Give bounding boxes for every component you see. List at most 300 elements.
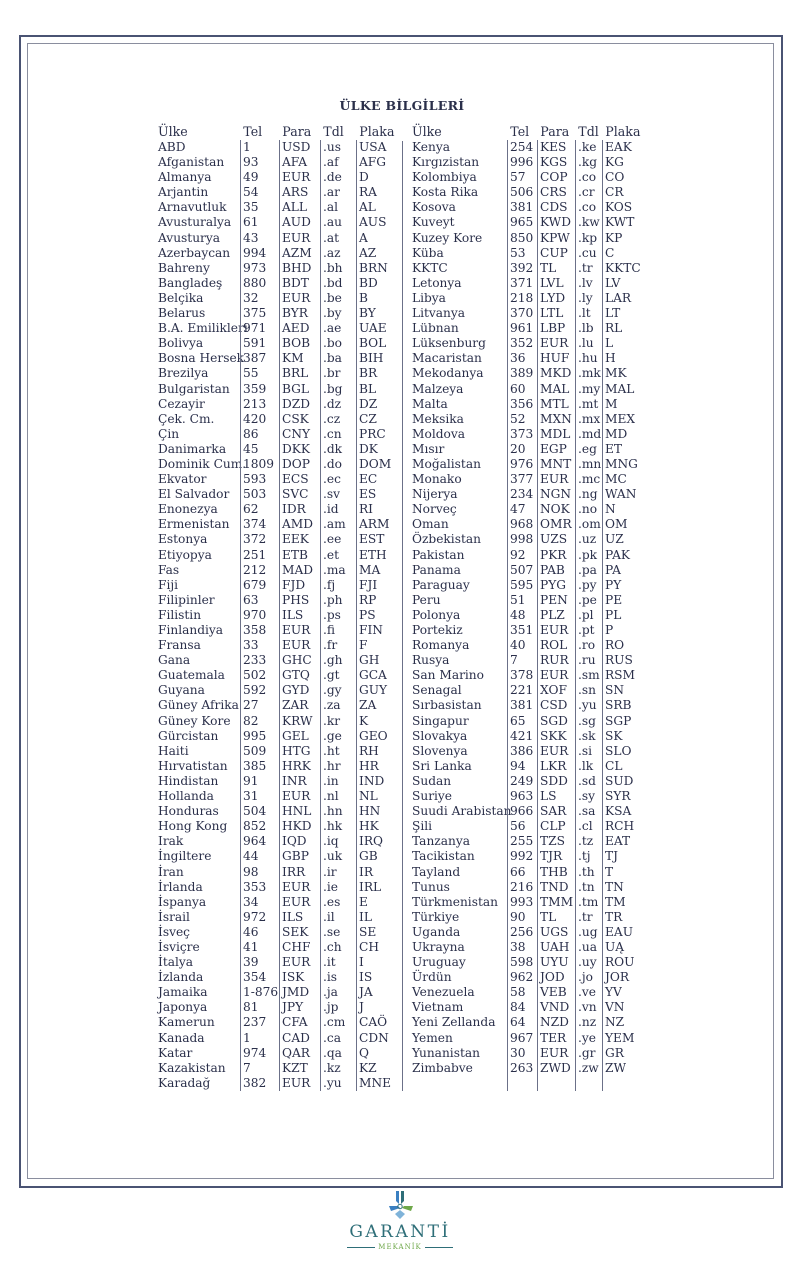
cell-tel: 994: [240, 246, 279, 261]
cell-country: Belçika: [158, 290, 204, 305]
cell-tdl: .tm: [575, 895, 602, 910]
table-row: [412, 200, 646, 215]
cell-tel: 377: [507, 472, 537, 487]
cell-para: MXN: [537, 412, 575, 427]
cell-tel: 30: [507, 1046, 537, 1061]
cell-tdl: .mc: [575, 472, 602, 487]
cell-tel: 970: [240, 608, 279, 623]
cell-plaka: JA: [356, 985, 400, 1000]
table-row: [412, 366, 646, 381]
cell-para: ILS: [279, 608, 320, 623]
cell-tdl: .ly: [575, 291, 602, 306]
table-row: [412, 1046, 646, 1061]
cell-tel: 966: [507, 804, 537, 819]
cell-country: Honduras: [158, 804, 219, 819]
cell-tdl: .af: [320, 155, 356, 170]
cell-plaka: E: [356, 895, 400, 910]
table-row: [158, 744, 400, 759]
cell-para: LBP: [537, 321, 575, 336]
cell-tdl: .ke: [575, 140, 602, 155]
cell-para: EUR: [537, 623, 575, 638]
cell-tdl: .es: [320, 895, 356, 910]
cell-tdl: .co: [575, 170, 602, 185]
cell-country: Ukrayna: [412, 939, 465, 954]
header-para: Para: [282, 124, 312, 139]
cell-tel: 54: [240, 185, 279, 200]
cell-tdl: .ie: [320, 880, 356, 895]
cell-para: VEB: [537, 985, 575, 1000]
cell-country: Arjantin: [158, 185, 209, 200]
cell-tdl: .sm: [575, 668, 602, 683]
cell-tel: 35: [240, 200, 279, 215]
cell-country: Portekiz: [412, 623, 463, 637]
cell-para: AMD: [279, 517, 320, 532]
cell-country: Filipinler: [158, 592, 215, 607]
cell-plaka: NL: [356, 789, 400, 804]
cell-tel: 354: [240, 970, 279, 985]
table-row: [158, 638, 400, 653]
cell-country: Sri Lanka: [412, 758, 472, 773]
cell-para: IQD: [279, 834, 320, 849]
cell-country: Hollanda: [158, 789, 214, 804]
table-row: [158, 804, 400, 819]
table-row: [158, 955, 400, 970]
cell-tel: 56: [507, 819, 537, 834]
cell-para: GEL: [279, 729, 320, 744]
cell-country: Paraguay: [412, 577, 470, 592]
cell-tdl: .lu: [575, 336, 602, 351]
cell-country: Güney Kore: [158, 713, 231, 728]
cell-country: Etiyopya: [158, 547, 212, 562]
table-row: [158, 366, 400, 381]
table-row: [158, 472, 400, 487]
cell-tel: 389: [507, 366, 537, 381]
cell-plaka: BIH: [356, 351, 400, 366]
cell-plaka: P: [602, 623, 646, 638]
cell-para: PEN: [537, 593, 575, 608]
cell-country: Guyana: [158, 683, 205, 698]
cell-plaka: PE: [602, 593, 646, 608]
cell-plaka: RI: [356, 502, 400, 517]
cell-tel: 351: [507, 623, 537, 638]
cell-tel: 263: [507, 1061, 537, 1076]
table-row: [158, 427, 400, 442]
cell-plaka: I: [356, 955, 400, 970]
cell-plaka: KG: [602, 155, 646, 170]
table-row: [412, 849, 646, 864]
cell-para: EUR: [279, 955, 320, 970]
cell-para: EUR: [279, 291, 320, 306]
cell-tel: 254: [507, 140, 537, 155]
cell-country: Kamerun: [158, 1015, 215, 1030]
table-row: [412, 653, 646, 668]
table-row: [158, 865, 400, 880]
cell-tdl: .gr: [575, 1046, 602, 1061]
cell-plaka: RUS: [602, 653, 646, 668]
table-separator: [402, 141, 403, 1091]
cell-tdl: .ph: [320, 593, 356, 608]
cell-plaka: TN: [602, 880, 646, 895]
cell-tel: 592: [240, 683, 279, 698]
cell-para: SAR: [537, 804, 575, 819]
cell-tel: 49: [240, 170, 279, 185]
cell-country: İsveç: [158, 924, 190, 939]
cell-tdl: .nz: [575, 1015, 602, 1030]
cell-tdl: .cn: [320, 427, 356, 442]
cell-para: PHS: [279, 593, 320, 608]
cell-country: İsrail: [158, 909, 190, 924]
cell-plaka: FJI: [356, 578, 400, 593]
cell-para: SVC: [279, 487, 320, 502]
cell-tel: 234: [507, 487, 537, 502]
cell-plaka: MA: [356, 563, 400, 578]
cell-tel: 352: [507, 336, 537, 351]
table-row: [412, 215, 646, 230]
table-row: [412, 412, 646, 427]
logo-subtitle: MEKANİK: [340, 1243, 460, 1251]
table-row: [158, 774, 400, 789]
cell-country: Slovenya: [412, 743, 468, 758]
cell-tdl: .tr: [575, 910, 602, 925]
cell-country: İsviçre: [158, 939, 200, 954]
cell-plaka: KOS: [602, 200, 646, 215]
cell-country: İngiltere: [158, 849, 212, 864]
cell-country: Hırvatistan: [158, 758, 228, 773]
cell-country: Kanada: [158, 1030, 205, 1045]
table-header: [158, 123, 400, 140]
cell-para: TND: [537, 880, 575, 895]
cell-tel: 370: [507, 306, 537, 321]
cell-plaka: [602, 1076, 646, 1091]
cell-tel: 965: [507, 215, 537, 230]
table-row: [158, 1031, 400, 1046]
cell-tel: 32: [240, 291, 279, 306]
cell-country: Hindistan: [158, 773, 219, 788]
cell-plaka: IR: [356, 865, 400, 880]
cell-para: ARS: [279, 185, 320, 200]
cell-para: FJD: [279, 578, 320, 593]
cell-para: GHC: [279, 653, 320, 668]
cell-country: Avusturya: [158, 230, 221, 245]
cell-tdl: .de: [320, 170, 356, 185]
country-table-right: [412, 123, 646, 1091]
cell-tel: 976: [507, 457, 537, 472]
cell-tdl: .gh: [320, 653, 356, 668]
cell-para: GYD: [279, 683, 320, 698]
cell-para: EUR: [279, 638, 320, 653]
header-country: Ülke: [412, 124, 442, 139]
cell-para: LS: [537, 789, 575, 804]
cell-tel: 65: [507, 714, 537, 729]
cell-para: NOK: [537, 502, 575, 517]
table-row: [158, 336, 400, 351]
table-row: [412, 532, 646, 547]
cell-para: GTQ: [279, 668, 320, 683]
cell-country: Bosna Hersek: [158, 351, 245, 366]
cell-tdl: .lb: [575, 321, 602, 336]
cell-tdl: .tr: [575, 261, 602, 276]
cell-country: Yunanistan: [412, 1045, 480, 1060]
cell-para: NZD: [537, 1015, 575, 1030]
cell-plaka: EST: [356, 532, 400, 547]
table-row: [412, 397, 646, 412]
cell-tdl: .cr: [575, 185, 602, 200]
cell-plaka: MAL: [602, 382, 646, 397]
cell-tel: 593: [240, 472, 279, 487]
cell-para: EUR: [279, 623, 320, 638]
cell-tel: 34: [240, 895, 279, 910]
cell-para: SKK: [537, 729, 575, 744]
table-row: [412, 382, 646, 397]
cell-tel: 237: [240, 1015, 279, 1030]
cell-tdl: .no: [575, 502, 602, 517]
cell-para: INR: [279, 774, 320, 789]
table-row: [158, 487, 400, 502]
cell-country: Finlandiya: [158, 623, 224, 637]
cell-tel: 53: [507, 246, 537, 261]
table-row: [412, 683, 646, 698]
cell-country: Malzeya: [412, 381, 464, 396]
cell-tel: 996: [507, 155, 537, 170]
logo-mark-icon: [385, 1190, 415, 1220]
cell-tdl: .kg: [575, 155, 602, 170]
cell-para: MAL: [537, 382, 575, 397]
cell-plaka: L: [602, 336, 646, 351]
cell-para: SDD: [537, 774, 575, 789]
cell-tel: 974: [240, 1046, 279, 1061]
cell-tel: 46: [240, 925, 279, 940]
cell-tdl: .jp: [320, 1000, 356, 1015]
cell-plaka: RCH: [602, 819, 646, 834]
cell-plaka: H: [602, 351, 646, 366]
cell-country: Monako: [412, 472, 462, 487]
table-row: [158, 397, 400, 412]
cell-plaka: BD: [356, 276, 400, 291]
table-row: [158, 849, 400, 864]
header-para: Para: [540, 124, 570, 139]
cell-plaka: N: [602, 502, 646, 517]
cell-plaka: KKTC: [602, 261, 646, 276]
cell-para: ILS: [279, 910, 320, 925]
cell-para: CNY: [279, 427, 320, 442]
cell-tel: 679: [240, 578, 279, 593]
table-row: [412, 865, 646, 880]
cell-para: GBP: [279, 849, 320, 864]
cell-tel: 374: [240, 517, 279, 532]
cell-tel: 41: [240, 940, 279, 955]
cell-tel: 62: [240, 502, 279, 517]
cell-tdl: .lk: [575, 759, 602, 774]
cell-tel: 1809: [240, 457, 279, 472]
cell-tel: 993: [507, 895, 537, 910]
cell-tel: 372: [240, 532, 279, 547]
cell-tdl: .ps: [320, 608, 356, 623]
cell-country: Fransa: [158, 638, 201, 653]
cell-plaka: CAÖ: [356, 1015, 400, 1030]
cell-tdl: .ru: [575, 653, 602, 668]
table-row: [412, 261, 646, 276]
cell-plaka: DOM: [356, 457, 400, 472]
cell-plaka: SRB: [602, 698, 646, 713]
cell-tdl: .au: [320, 215, 356, 230]
cell-plaka: MK: [602, 366, 646, 381]
table-row: [158, 155, 400, 170]
table-row: [158, 261, 400, 276]
table-row: [412, 336, 646, 351]
cell-para: EEK: [279, 532, 320, 547]
cell-country: Ekvator: [158, 472, 207, 487]
table-row: [412, 668, 646, 683]
cell-plaka: WAN: [602, 487, 646, 502]
cell-plaka: YEM: [602, 1031, 646, 1046]
cell-tel: 43: [240, 231, 279, 246]
cell-para: EUR: [537, 744, 575, 759]
cell-country: Yeni Zellanda: [412, 1015, 496, 1030]
table-row: [412, 1061, 646, 1076]
cell-country: Avusturalya: [158, 215, 232, 230]
cell-tdl: .tn: [575, 880, 602, 895]
table-row: [158, 306, 400, 321]
cell-para: EUR: [537, 1046, 575, 1061]
cell-country: İran: [158, 864, 184, 879]
cell-para: BOB: [279, 336, 320, 351]
cell-tel: 998: [507, 532, 537, 547]
cell-para: EUR: [279, 170, 320, 185]
cell-plaka: PRC: [356, 427, 400, 442]
cell-tdl: .uk: [320, 849, 356, 864]
cell-tel: 213: [240, 397, 279, 412]
cell-para: AED: [279, 321, 320, 336]
cell-plaka: ROU: [602, 955, 646, 970]
cell-plaka: CL: [602, 759, 646, 774]
cell-para: DKK: [279, 442, 320, 457]
table-row: [412, 170, 646, 185]
cell-tdl: .se: [320, 925, 356, 940]
cell-para: HNL: [279, 804, 320, 819]
cell-country: Slovakya: [412, 728, 468, 743]
cell-tdl: .ar: [320, 185, 356, 200]
cell-country: Romanya: [412, 638, 470, 653]
table-row: [158, 231, 400, 246]
cell-plaka: VN: [602, 1000, 646, 1015]
cell-para: OMR: [537, 517, 575, 532]
cell-tel: 94: [507, 759, 537, 774]
table-row: [158, 1046, 400, 1061]
cell-tel: 47: [507, 502, 537, 517]
cell-country: Peru: [412, 592, 441, 607]
table-row: [158, 502, 400, 517]
cell-para: MTL: [537, 397, 575, 412]
cell-plaka: PS: [356, 608, 400, 623]
cell-tdl: .gy: [320, 683, 356, 698]
cell-tdl: .hk: [320, 819, 356, 834]
cell-tel: 61: [240, 215, 279, 230]
cell-tel: 503: [240, 487, 279, 502]
cell-tel: 36: [507, 351, 537, 366]
table-row: [412, 608, 646, 623]
cell-tdl: .it: [320, 955, 356, 970]
cell-plaka: C: [602, 246, 646, 261]
cell-country: Türkmenistan: [412, 894, 498, 909]
cell-country: Kırgızistan: [412, 155, 480, 170]
cell-tdl: .bg: [320, 382, 356, 397]
cell-para: LVL: [537, 276, 575, 291]
cell-plaka: GUY: [356, 683, 400, 698]
cell-country: Guatemala: [158, 668, 225, 683]
cell-para: AUD: [279, 215, 320, 230]
cell-country: Suriye: [412, 789, 453, 804]
cell-country: Moğalistan: [412, 456, 481, 471]
cell-plaka: ZA: [356, 698, 400, 713]
cell-country: Kosova: [412, 200, 456, 215]
cell-tdl: .ua: [575, 940, 602, 955]
cell-country: Zimbabve: [412, 1060, 473, 1075]
cell-tel: 420: [240, 412, 279, 427]
cell-tel: 218: [507, 291, 537, 306]
cell-country: Japonya: [158, 1000, 208, 1015]
cell-tdl: .kw: [575, 215, 602, 230]
cell-tdl: .uz: [575, 532, 602, 547]
table-row: [412, 593, 646, 608]
cell-para: PAB: [537, 563, 575, 578]
cell-tel: 93: [240, 155, 279, 170]
cell-para: TER: [537, 1031, 575, 1046]
cell-tdl: .us: [320, 140, 356, 155]
cell-para: LYD: [537, 291, 575, 306]
cell-tdl: .fj: [320, 578, 356, 593]
cell-tel: 33: [240, 638, 279, 653]
cell-tdl: .uy: [575, 955, 602, 970]
cell-para: ZWD: [537, 1061, 575, 1076]
table-row: [412, 744, 646, 759]
cell-country: İzlanda: [158, 970, 204, 985]
cell-para: ZAR: [279, 698, 320, 713]
cell-country: Senagal: [412, 683, 462, 698]
cell-tel: 971: [240, 321, 279, 336]
cell-tel: 60: [507, 382, 537, 397]
table-row: [412, 638, 646, 653]
cell-tel: 382: [240, 1076, 279, 1091]
cell-para: [537, 1076, 575, 1091]
table-row: [158, 729, 400, 744]
cell-tdl: .pe: [575, 593, 602, 608]
cell-tel: 392: [507, 261, 537, 276]
cell-para: KES: [537, 140, 575, 155]
cell-plaka: NZ: [602, 1015, 646, 1030]
cell-plaka: BOL: [356, 336, 400, 351]
cell-para: BGL: [279, 382, 320, 397]
table-row: [158, 698, 400, 713]
table-row: [158, 970, 400, 985]
cell-country: Tacikistan: [412, 849, 475, 864]
cell-para: RUR: [537, 653, 575, 668]
table-row: [158, 714, 400, 729]
cell-country: Bolivya: [158, 336, 204, 351]
cell-country: Lüksenburg: [412, 336, 486, 351]
cell-plaka: AUS: [356, 215, 400, 230]
cell-tdl: .in: [320, 774, 356, 789]
table-row: [412, 291, 646, 306]
cell-tel: 90: [507, 910, 537, 925]
cell-plaka: YV: [602, 985, 646, 1000]
cell-para: AZM: [279, 246, 320, 261]
cell-tdl: .sk: [575, 729, 602, 744]
cell-tdl: .md: [575, 427, 602, 442]
table-row: [158, 819, 400, 834]
cell-country: Meksika: [412, 411, 464, 426]
cell-tdl: .pt: [575, 623, 602, 638]
cell-para: HKD: [279, 819, 320, 834]
